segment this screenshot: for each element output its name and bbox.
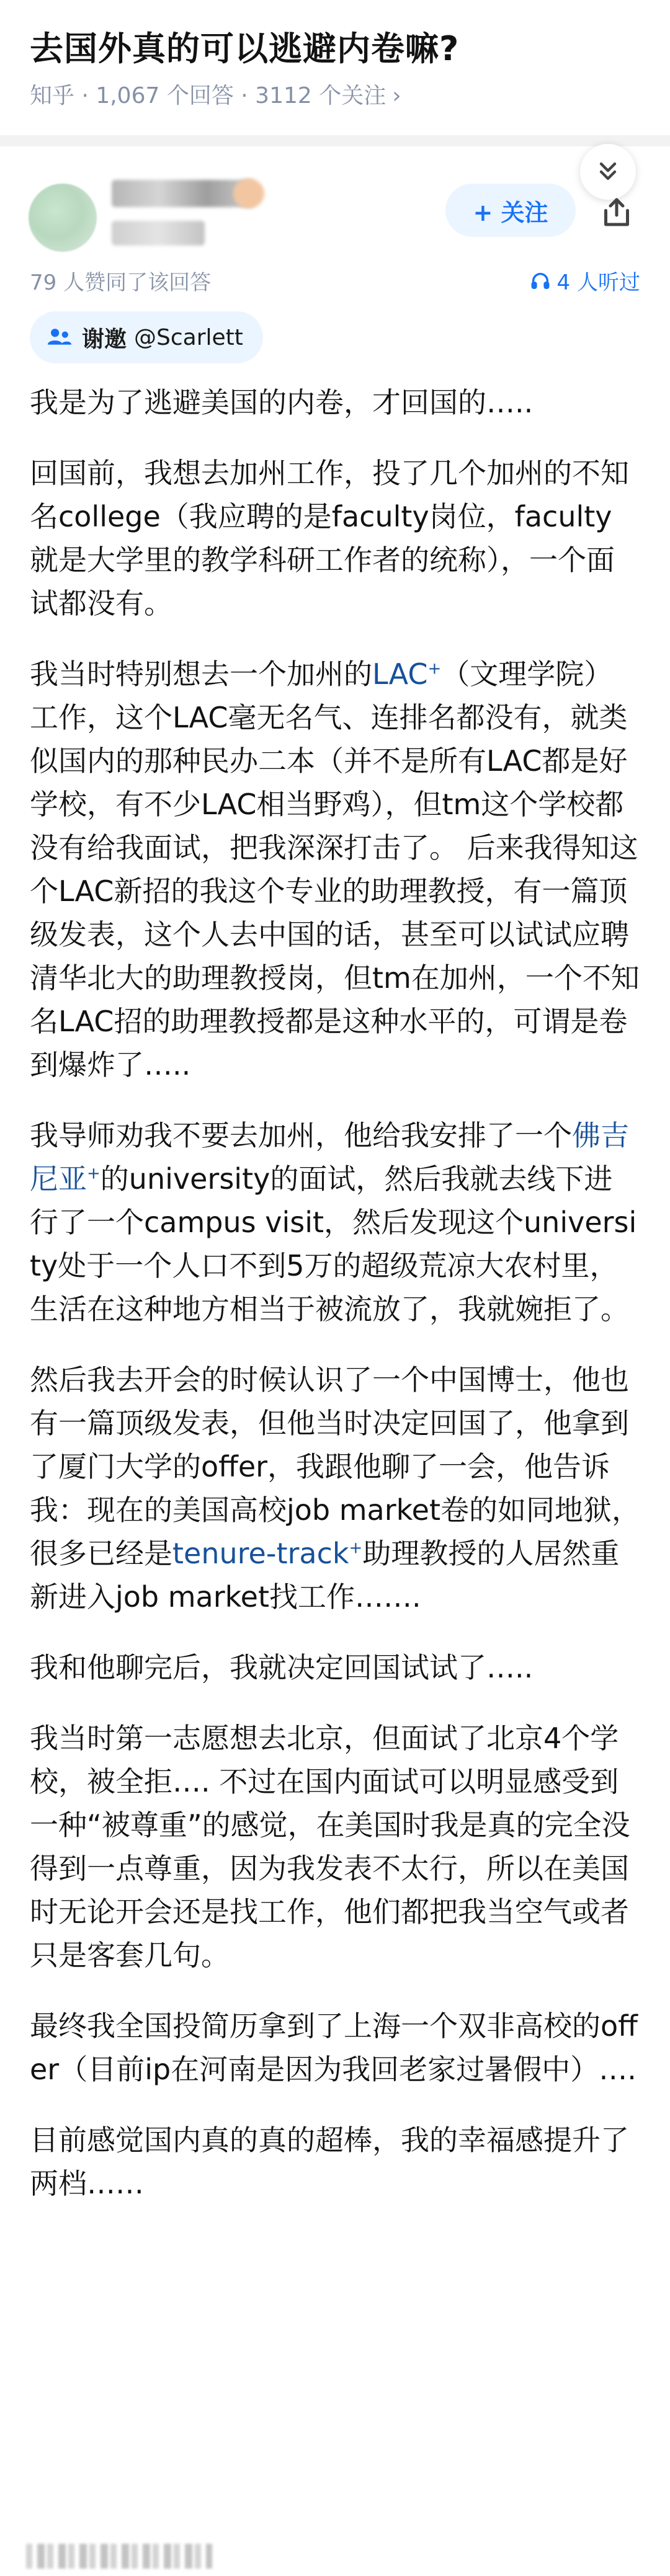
invite-handle: @Scarlett (134, 324, 243, 350)
question-header (0, 0, 670, 143)
link-tenure-track-mark: + (349, 1539, 363, 1558)
link-virginia[interactable]: 佛吉尼亚 (30, 1119, 629, 1196)
paragraph-7: 我当时第一志愿想去北京，但面试了北京4个学校，被全拒…. 不过在国内面试可以明显感受到一种“被尊重”的感觉，在美国时我是真的完全没得到一点尊重，因为我发表不太行，所以在美国时无论开会还是找工作，他们都把我当空气或者只是客套几句。 (30, 1721, 630, 1972)
question-title[interactable]: 去国外真的可以逃避内卷嘛? (30, 29, 460, 68)
chevron-right-icon: › (392, 83, 401, 109)
paragraph-4-text-a: 我导师劝我不要去加州，他给我安排了一个 (30, 1119, 572, 1152)
link-virginia-mark: + (87, 1164, 100, 1183)
avatar[interactable] (29, 184, 97, 252)
link-lac-mark: + (427, 659, 442, 678)
paragraph-4 (30, 1114, 640, 1331)
question-meta[interactable] (30, 78, 401, 110)
share-icon[interactable] (598, 193, 635, 231)
follow-button[interactable]: + 关注 (445, 184, 576, 237)
link-tenure-track[interactable]: tenure-track (172, 1537, 349, 1570)
headphones-icon (530, 270, 551, 291)
paragraph-1: 我是为了逃避美国的内卷，才回国的….. (30, 386, 534, 419)
question-meta-text: 知乎 · 1,067 个回答 · 3112 个关注 (30, 83, 386, 109)
paragraph-6: 我和他聊完后，我就决定回国试试了….. (30, 1651, 534, 1684)
footer-blurred (0, 2535, 670, 2576)
paragraph-9: 目前感觉国内真的真的超棒，我的幸福感提升了两档…… (30, 2123, 629, 2200)
paragraph-3 (30, 652, 640, 1086)
author-badge-blurred (233, 179, 264, 208)
paragraph-5-text-b: 助理教授的人居然重新进入job market找工作……. (30, 1537, 620, 1614)
author-row (0, 161, 670, 254)
paragraph-3-text-b: （文理学院）工作，这个LAC毫无名气、连排名都没有，就类似国内的那种民办二本（并不是所有LAC都是好学校，有不少LAC相当野鸡），但tm这个学校都没有给我面试，把我深深打击了。 后来我得知这个LAC新招的我这个专业的助理教授，有一篇顶级发表，这个人去中国的话，甚至可以试试应聘清华北大的助理教授岗，但tm在加州，一个不知名LAC招的助理教授都是这种水平的，可谓是卷到爆炸了….. (30, 657, 640, 1081)
paragraph-3-text-a: 我当时特别想去一个加州的 (30, 657, 372, 691)
invite-label: 谢邀 (82, 326, 127, 352)
author-bio-blurred (112, 221, 205, 246)
paragraph-2: 回国前，我想去加州工作，投了几个加州的不知名college（我应聘的是faculty岗位，faculty就是大学里的教学科研工作者的统称），一个面试都没有。 (30, 456, 629, 620)
listener-count: 4 人听过 (556, 270, 640, 295)
upvote-count: 79 人赞同了该回答 (30, 270, 212, 295)
paragraph-5 (30, 1358, 640, 1619)
link-lac[interactable]: LAC (372, 657, 428, 691)
listen-button[interactable] (530, 265, 640, 296)
answer-stats (30, 265, 640, 296)
people-icon (46, 326, 73, 349)
invite-tag[interactable] (30, 311, 263, 363)
answer-content (30, 381, 640, 2232)
paragraph-8: 最终我全国投简历拿到了上海一个双非高校的offer（目前ip在河南是因为我回老家过暑假中）…. (30, 2009, 638, 2086)
paragraph-5-text-a: 然后我去开会的时候认识了一个中国博士，他也有一篇顶级发表，但他当时决定回国了，他拿到了厦门大学的offer，我跟他聊了一会，他告诉我：现在的美国高校job market卷的如同地狱，很多已经是 (30, 1363, 640, 1570)
section-divider (0, 135, 670, 146)
paragraph-4-text-b: 的university的面试，然后我就去线下进行了一个campus visit，然后发现这个university处于一个人口不到5万的超级荒凉大农村里，生活在这种地方相当于被流放了，我就婉拒了。 (30, 1162, 637, 1326)
footer-blurred-text (26, 2544, 212, 2569)
